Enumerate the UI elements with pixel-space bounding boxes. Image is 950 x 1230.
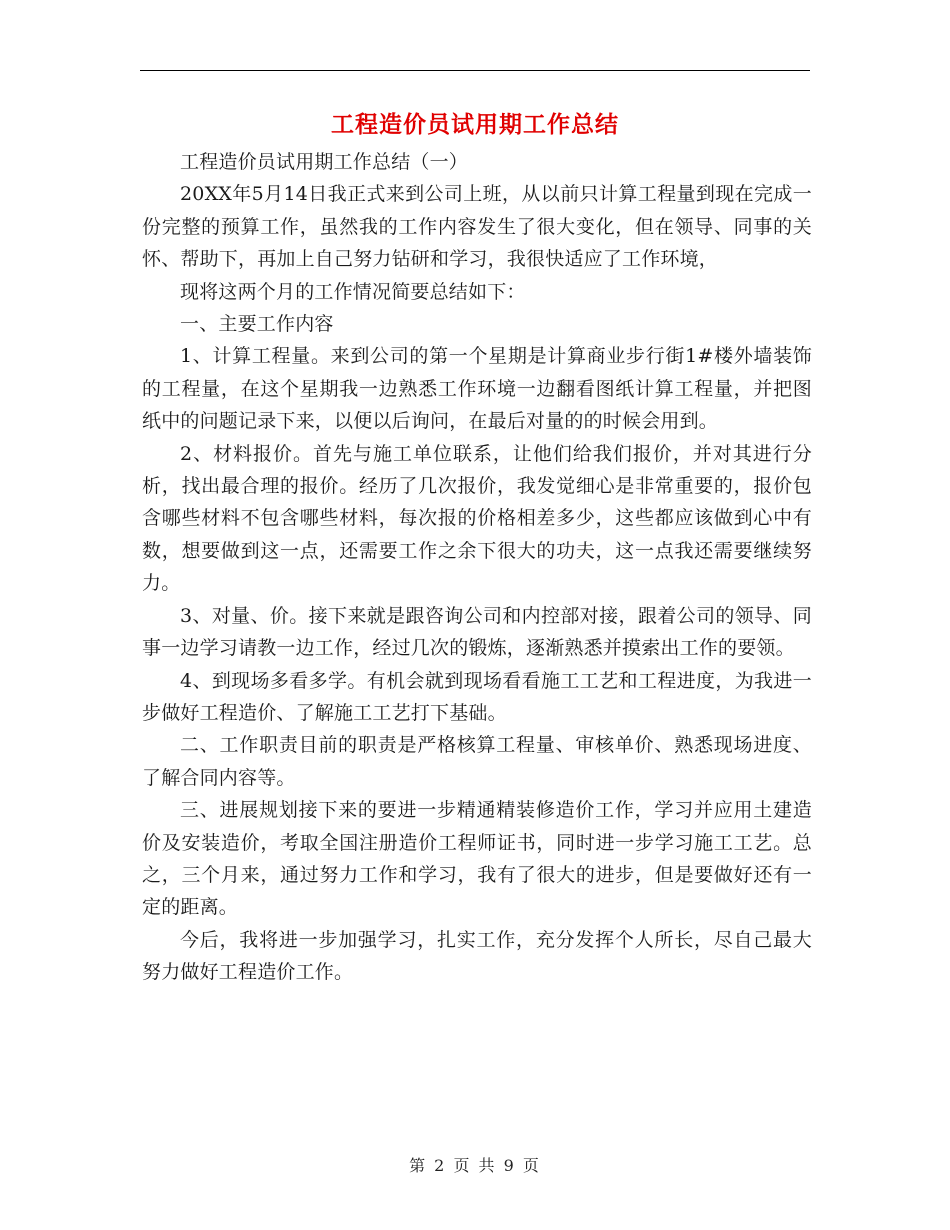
paragraph: 20XX年5月14日我正式来到公司上班，从以前只计算工程量到现在完成一份完整的预算工作，虽然我的工作内容发生了很大变化，但在领导、同事的关怀、帮助下，再加上自己努力钻研和学习，我很快适应了工作环境， [142,183,812,271]
header-rule [140,70,810,71]
page-number: 第 2 页 共 9 页 [409,1156,541,1175]
paragraph: 今后，我将进一步加强学习，扎实工作，充分发挥个人所长，尽自己最大努力做好工程造价工作。 [142,928,812,984]
document-body [142,146,812,989]
paragraph: 二、工作职责目前的职责是严格核算工程量、审核单价、熟悉现场进度、了解合同内容等。 [142,734,812,789]
paragraph: 1、计算工程量。来到公司的第一个星期是计算商业步行街1#楼外墙装饰的工程量，在这个星期我一边熟悉工作环境一边翻看图纸计算工程量，并把图纸中的问题记录下来，以便以后询问，在最后对量的的时候会用到。 [142,345,812,433]
paragraph: 现将这两个月的工作情况简要总结如下： [180,280,526,303]
document-title: 工程造价员试用期工作总结 [331,111,619,138]
paragraph-subtitle: 工程造价员试用期工作总结（一） [180,151,469,173]
paragraph: 4、到现场多看多学。有机会就到现场看看施工工艺和工程进度，为我进一步做好工程造价、了解施工工艺打下基础。 [142,669,812,724]
section-heading: 一、主要工作内容 [180,313,334,336]
paragraph: 三、进展规划接下来的要进一步精通精装修造价工作，学习并应用土建造价及安装造价，考取全国注册造价工程师证书，同时进一步学习施工工艺。总之，三个月来，通过努力工作和学习，我有了很大的进步，但是要做好还有一定的距离。 [142,799,812,919]
paragraph: 3、对量、价。接下来就是跟咨询公司和内控部对接，跟着公司的领导、同事一边学习请教一边工作，经过几次的锻炼，逐渐熟悉并摸索出工作的要领。 [142,604,812,660]
paragraph: 2、材料报价。首先与施工单位联系，让他们给我们报价，并对其进行分析，找出最合理的报价。经历了几次报价，我发觉细心是非常重要的，报价包含哪些材料不包含哪些材料，每次报的价格相差多少，这些都应该做到心中有数，想要做到这一点，还需要工作之余下很大的功夫，这一点我还需要继续努力。 [142,442,812,595]
